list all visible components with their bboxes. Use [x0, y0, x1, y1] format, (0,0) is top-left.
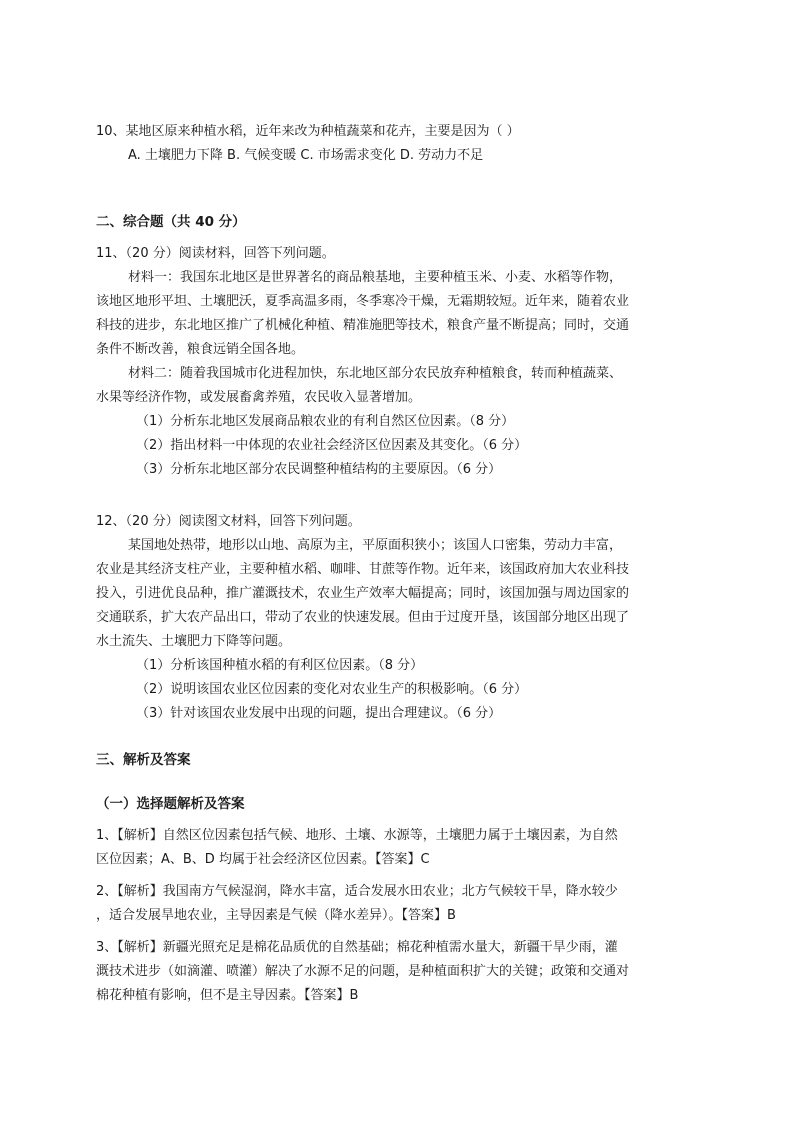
q12-subquestion: （1）分析该国种植水稻的有利区位因素。（8 分） — [136, 658, 424, 673]
answer-line: 1、【解析】自然区位因素包括气候、地形、土壤、水源等，土壤肥力属于土壤因素，为自然 — [96, 828, 618, 843]
q10-stem: 10、某地区原来种植水稻，近年来改为种植蔬菜和花卉，主要是因为（ ） — [96, 124, 520, 139]
answer-line: 区位因素；A、B、D 均属于社会经济区位因素。【答案】C — [96, 852, 430, 867]
section3-heading: 三、解析及答案 — [96, 752, 191, 768]
answer-line: 棉花种植有影响，但不是主导因素。【答案】B — [96, 988, 359, 1003]
answer-line: 溉技术进步（如滴灌、喷灌）解决了水源不足的问题，是种植面积扩大的关键；政策和交通对 — [96, 964, 630, 979]
q10-options: A. 土壤肥力下降 B. 气候变暖 C. 市场需求变化 D. 劳动力不足 — [128, 148, 484, 163]
q12-subquestion: （2）说明该国农业区位因素的变化对农业生产的积极影响。（6 分） — [136, 682, 528, 697]
q11-stem: 11、（20 分）阅读材料，回答下列问题。 — [96, 246, 335, 261]
q12-material-line: 某国地处热带，地形以山地、高原为主，平原面积狭小；该国人口密集，劳动力丰富， — [128, 538, 623, 553]
q11-material2-line: 材料二：随着我国城市化进程加快，东北地区部分农民放弃种植粮食，转而种植蔬菜、 — [128, 366, 623, 381]
answer-line: 3、【解析】新疆光照充足是棉花品质优的自然基础；棉花种植需水量大，新疆干旱少雨，灌 — [96, 940, 618, 955]
q12-material-line: 投入，引进优良品种，推广灌溉技术，农业生产效率大幅提高；同时，该国加强与周边国家的 — [96, 586, 630, 601]
q12-material-line: 水土流失、土壤肥力下降等问题。 — [96, 634, 292, 649]
answer-line: ，适合发展旱地农业，主导因素是气候（降水差异）。【答案】B — [96, 908, 456, 923]
answer-line: 2、【解析】我国南方气候湿润，降水丰富，适合发展水田农业；北方气候较干旱，降水较少 — [96, 884, 618, 899]
q11-subquestion: （2）指出材料一中体现的农业社会经济区位因素及其变化。（6 分） — [136, 438, 528, 453]
q12-material-line: 农业是其经济支柱产业，主要种植水稻、咖啡、甘蔗等作物。近年来，该国政府加大农业科技 — [96, 562, 630, 577]
q12-stem: 12、（20 分）阅读图文材料，回答下列问题。 — [96, 514, 361, 529]
q12-subquestion: （3）针对该国农业发展中出现的问题，提出合理建议。（6 分） — [136, 706, 502, 721]
q11-material1-line: 条件不断改善，粮食远销全国各地。 — [96, 342, 305, 357]
q11-material1-line: 科技的进步，东北地区推广了机械化种植、精准施肥等技术，粮食产量不断提高；同时，交通 — [96, 318, 630, 333]
q11-material1-line: 材料一：我国东北地区是世界著名的商品粮基地，主要种植玉米、小麦、水稻等作物， — [128, 270, 623, 285]
q11-subquestion: （1）分析东北地区发展商品粮农业的有利自然区位因素。（8 分） — [136, 414, 515, 429]
q11-subquestion: （3）分析东北地区部分农民调整种植结构的主要原因。（6 分） — [136, 462, 502, 477]
q11-material2-line: 水果等经济作物，或发展畜禽养殖，农民收入显著增加。 — [96, 390, 422, 405]
q12-material-line: 交通联系，扩大农产品出口，带动了农业的快速发展。但由于过度开垦，该国部分地区出现了 — [96, 610, 630, 625]
section3-subheading: （一）选择题解析及答案 — [96, 796, 245, 812]
section2-heading: 二、综合题（共 40 分） — [96, 214, 246, 230]
q11-material1-line: 该地区地形平坦、土壤肥沃，夏季高温多雨，冬季寒冷干燥，无霜期较短。近年来，随着农业 — [96, 294, 630, 309]
